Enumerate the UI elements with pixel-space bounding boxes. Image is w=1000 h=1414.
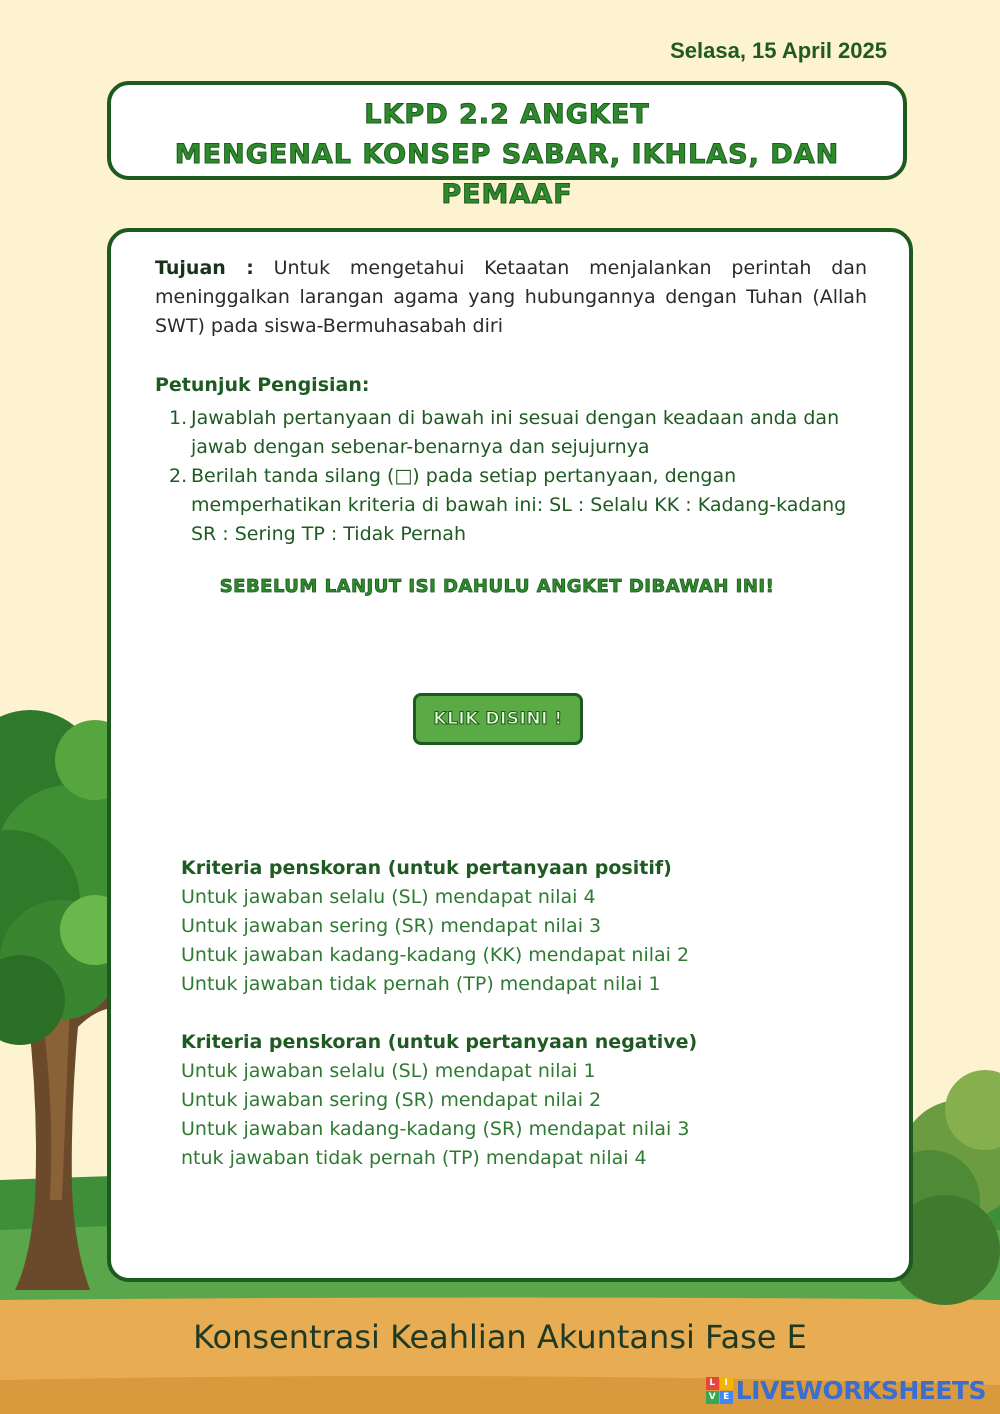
klik-disini-button[interactable]: KLIK DISINI ! [413, 693, 583, 745]
kriteria-line: ntuk jawaban tidak pernah (TP) mendapat nilai 4 [181, 1147, 647, 1169]
tujuan-paragraph [155, 254, 867, 341]
instruction-number: 2. [169, 465, 188, 487]
instruction-list [169, 404, 869, 549]
logo-letter: V [706, 1391, 719, 1404]
kriteria-line: Untuk jawaban sering (SR) mendapat nilai 3 [181, 915, 602, 937]
footer-text: Konsentrasi Keahlian Akuntansi Fase E [193, 1318, 807, 1356]
instruction-item [169, 462, 869, 549]
tujuan-label: Tujuan : [155, 257, 254, 279]
instruction-text: Jawablah pertanyaan di bawah ini sesuai dengan keadaan anda dan jawab dengan sebenar-benarnya dan sejujurnya [191, 407, 840, 458]
notice-heading: SEBELUM LANJUT ISI DAHULU ANGKET DIBAWAH INI! [219, 576, 775, 597]
liveworksheets-logo[interactable] [706, 1374, 986, 1406]
kriteria-negatif-title: Kriteria penskoran (untuk pertanyaan negative) [181, 1031, 698, 1053]
kriteria-line: Untuk jawaban sering (SR) mendapat nilai 2 [181, 1089, 602, 1111]
page-title-line2: MENGENAL KONSEP SABAR, IKHLAS, DAN PEMAAF [174, 139, 840, 210]
title-box [107, 81, 907, 210]
tujuan-text: Untuk mengetahui Ketaatan menjalankan perintah dan meninggalkan larangan agama yang hubungannya dengan Tuhan (Allah SWT) pada siswa-Bermuhasabah diri [155, 257, 867, 337]
kriteria-line: Untuk jawaban selalu (SL) mendapat nilai 4 [181, 886, 596, 908]
kriteria-negatif [181, 1028, 861, 1173]
kriteria-line: Untuk jawaban tidak pernah (TP) mendapat nilai 1 [181, 973, 661, 995]
instruction-number: 1. [169, 407, 188, 429]
kriteria-line: Untuk jawaban kadang-kadang (SR) mendapat nilai 3 [181, 1118, 690, 1140]
kriteria-positif-title: Kriteria penskoran (untuk pertanyaan positif) [181, 857, 672, 879]
liveworksheets-icon [706, 1377, 733, 1404]
kriteria-line: Untuk jawaban selalu (SL) mendapat nilai 1 [181, 1060, 596, 1082]
page-title-line1: LKPD 2.2 ANGKET [364, 99, 650, 130]
instruction-text: Berilah tanda silang (□) pada setiap pertanyaan, dengan memperhatikan kriteria di bawah ini: SL : Selalu KK : Kadang-kadang SR : Sering TP : Tidak Pernah [191, 465, 847, 545]
content-card [107, 228, 913, 1282]
logo-letter: E [720, 1391, 733, 1404]
logo-letter: L [706, 1377, 719, 1390]
petunjuk-title: Petunjuk Pengisian: [155, 374, 370, 396]
date-label: Selasa, 15 April 2025 [670, 38, 887, 63]
liveworksheets-wordmark: LIVEWORKSHEETS [735, 1375, 986, 1405]
instruction-item [169, 404, 869, 462]
kriteria-positif [181, 854, 861, 999]
logo-letter: I [720, 1377, 733, 1390]
kriteria-line: Untuk jawaban kadang-kadang (KK) mendapat nilai 2 [181, 944, 690, 966]
